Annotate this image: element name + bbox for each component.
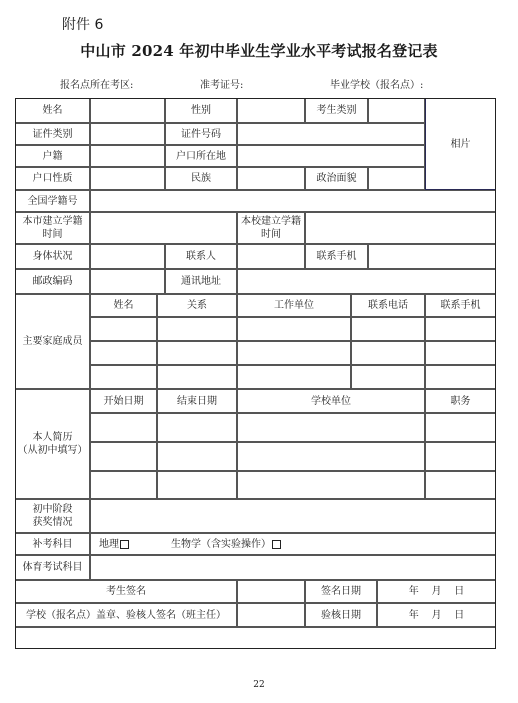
family-row-3-workplace[interactable] [237, 365, 351, 389]
candidate-signature-input[interactable] [237, 580, 305, 603]
makeup-subjects-label: 补考科目 [15, 533, 90, 555]
awards-label: 初中阶段 获奖情况 [15, 499, 90, 533]
name-label: 姓名 [15, 98, 90, 123]
id-type-input[interactable] [90, 123, 165, 145]
sign-date-input[interactable]: 年 月 日 [377, 580, 496, 603]
candidate-type-label: 考生类别 [305, 98, 368, 123]
school-record-time-label: 本校建立学籍 时间 [237, 212, 305, 244]
verify-date-input[interactable]: 年 月 日 [377, 603, 496, 627]
household-label: 户籍 [15, 145, 90, 167]
household-location-input[interactable] [237, 145, 425, 167]
city-record-time-label: 本市建立学籍 时间 [15, 212, 90, 244]
family-col-workplace: 工作单位 [237, 294, 351, 317]
health-label: 身体状况 [15, 244, 90, 269]
id-type-label: 证件类别 [15, 123, 90, 145]
family-row-3-mobile[interactable] [425, 365, 496, 389]
school-record-time-input[interactable] [305, 212, 496, 244]
gender-label: 性别 [165, 98, 237, 123]
exam-number-field[interactable]: 准考证号: [200, 80, 244, 91]
family-row-3-relation[interactable] [157, 365, 237, 389]
resume-row-3-start[interactable] [90, 471, 157, 499]
awards-input[interactable] [90, 499, 496, 533]
national-student-id-input[interactable] [90, 190, 496, 212]
family-row-3-phone[interactable] [351, 365, 425, 389]
resume-row-1-position[interactable] [425, 413, 496, 442]
resume-col-end: 结束日期 [157, 389, 237, 413]
resume-row-2-end[interactable] [157, 442, 237, 471]
resume-col-start: 开始日期 [90, 389, 157, 413]
resume-row-3-school[interactable] [237, 471, 425, 499]
candidate-signature-label: 考生签名 [15, 580, 237, 603]
family-col-relation: 关系 [157, 294, 237, 317]
school-seal-label: 学校（报名点）盖章、验核人签名（班主任） [15, 603, 237, 627]
contact-person-input[interactable] [237, 244, 305, 269]
biology-option-label: 生物学（含实验操作） [171, 538, 271, 550]
exam-area-field[interactable]: 报名点所在考区: [60, 80, 134, 91]
resume-row-2-school[interactable] [237, 442, 425, 471]
page-number: 22 [253, 680, 265, 690]
family-row-2-relation[interactable] [157, 341, 237, 365]
resume-row-1-end[interactable] [157, 413, 237, 442]
biology-checkbox[interactable] [272, 540, 281, 549]
postcode-label: 邮政编码 [15, 269, 90, 294]
makeup-subjects-options [90, 533, 496, 555]
postcode-input[interactable] [90, 269, 165, 294]
ethnicity-input[interactable] [237, 167, 305, 190]
bottom-blank-row [15, 627, 496, 649]
resume-row-2-position[interactable] [425, 442, 496, 471]
contact-person-label: 联系人 [165, 244, 237, 269]
resume-label: 本人简历 （从初中填写） [15, 389, 90, 499]
family-row-2-name[interactable] [90, 341, 157, 365]
resume-row-1-start[interactable] [90, 413, 157, 442]
geography-option-label: 地理 [99, 538, 119, 550]
family-row-2-phone[interactable] [351, 341, 425, 365]
political-label: 政治面貌 [305, 167, 368, 190]
family-row-1-phone[interactable] [351, 317, 425, 341]
resume-row-3-end[interactable] [157, 471, 237, 499]
health-input[interactable] [90, 244, 165, 269]
resume-col-school: 学校单位 [237, 389, 425, 413]
verify-date-label: 验核日期 [305, 603, 377, 627]
geography-checkbox[interactable] [120, 540, 129, 549]
address-input[interactable] [237, 269, 496, 294]
contact-phone-input[interactable] [368, 244, 496, 269]
family-row-1-name[interactable] [90, 317, 157, 341]
national-student-id-label: 全国学籍号 [15, 190, 90, 212]
city-record-time-input[interactable] [90, 212, 237, 244]
household-nature-label: 户口性质 [15, 167, 90, 190]
household-nature-input[interactable] [90, 167, 165, 190]
family-row-1-workplace[interactable] [237, 317, 351, 341]
pe-subject-input[interactable] [90, 555, 496, 580]
address-label: 通讯地址 [165, 269, 237, 294]
family-col-phone: 联系电话 [351, 294, 425, 317]
family-col-mobile: 联系手机 [425, 294, 496, 317]
household-input[interactable] [90, 145, 165, 167]
ethnicity-label: 民族 [165, 167, 237, 190]
id-number-input[interactable] [237, 123, 425, 145]
name-input[interactable] [90, 98, 165, 123]
resume-row-2-start[interactable] [90, 442, 157, 471]
family-members-label: 主要家庭成员 [15, 294, 90, 389]
household-location-label: 户口所在地 [165, 145, 237, 167]
form-title: 中山市 2024 年初中毕业生学业水平考试报名登记表 [80, 42, 438, 60]
attachment-label: 附件 6 [62, 17, 104, 33]
pe-subject-label: 体育考试科目 [15, 555, 90, 580]
political-input[interactable] [368, 167, 425, 190]
resume-row-1-school[interactable] [237, 413, 425, 442]
gender-input[interactable] [237, 98, 305, 123]
resume-col-position: 职务 [425, 389, 496, 413]
candidate-type-input[interactable] [368, 98, 425, 123]
family-row-1-relation[interactable] [157, 317, 237, 341]
family-row-1-mobile[interactable] [425, 317, 496, 341]
family-row-3-name[interactable] [90, 365, 157, 389]
sign-date-label: 签名日期 [305, 580, 377, 603]
id-number-label: 证件号码 [165, 123, 237, 145]
family-row-2-workplace[interactable] [237, 341, 351, 365]
contact-phone-label: 联系手机 [305, 244, 368, 269]
family-row-2-mobile[interactable] [425, 341, 496, 365]
school-seal-input[interactable] [237, 603, 305, 627]
resume-row-3-position[interactable] [425, 471, 496, 499]
photo-box[interactable]: 相片 [425, 98, 496, 190]
school-field[interactable]: 毕业学校（报名点）: [330, 80, 424, 91]
family-col-name: 姓名 [90, 294, 157, 317]
